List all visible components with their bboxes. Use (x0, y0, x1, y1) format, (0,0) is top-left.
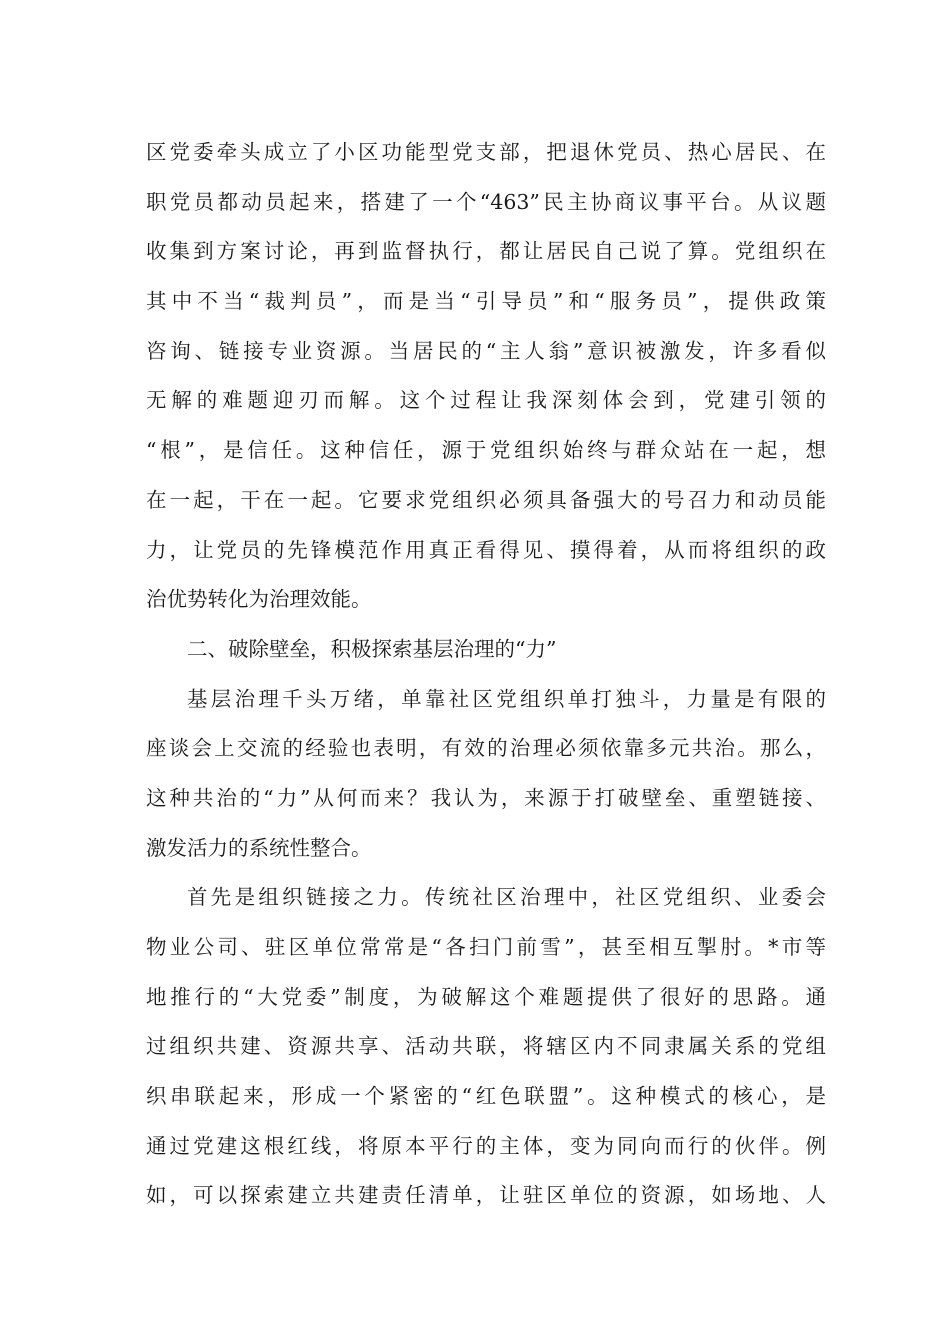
text-line-21: 通过党建这根红线，将原本平行的主体，变为同向而行的伙伴。例 (146, 1133, 826, 1158)
text-line-16: 首先是组织链接之力。传统社区治理中，社区党组织、业委会 (187, 885, 826, 910)
text-line-2: 职党员都动员起来，搭建了一个“463”民主协商议事平台。从议题 (146, 189, 826, 214)
text-line-14: 这种共治的“力”从何而来？我认为，来源于打破壁垒、重塑链接、 (146, 785, 826, 810)
text-line-20: 织串联起来，形成一个紧密的“红色联盟”。这种模式的核心，是 (146, 1084, 826, 1109)
text-line-6: 无解的难题迎刃而解。这个过程让我深刻体会到，党建引领的 (146, 388, 826, 413)
text-line-7: “根”，是信任。这种信任，源于党组织始终与群众站在一起，想 (146, 438, 826, 463)
text-line-18: 地推行的“大党委”制度，为破解这个难题提供了很好的思路。通 (146, 984, 826, 1009)
text-line-9: 力，让党员的先锋模范作用真正看得见、摸得着，从而将组织的政 (146, 537, 826, 562)
text-line-12: 基层治理千头万绪，单靠社区党组织单打独斗，力量是有限的 (187, 686, 826, 711)
document-body (146, 128, 826, 1221)
text-line-3: 收集到方案讨论，再到监督执行，都让居民自己说了算。党组织在 (146, 239, 826, 264)
text-line-1: 区党委牵头成立了小区功能型党支部，把退休党员、热心居民、在 (146, 140, 826, 164)
text-line-22: 如，可以探索建立共建责任清单，让驻区单位的资源，如场地、人 (146, 1183, 826, 1208)
text-line-13: 座谈会上交流的经验也表明，有效的治理必须依靠多元共治。那么， (146, 736, 826, 761)
section-heading: 二、破除壁垒，积极探索基层治理的“力” (187, 636, 557, 661)
text-line-5: 咨询、链接专业资源。当居民的“主人翁”意识被激发，许多看似 (146, 338, 826, 363)
text-line-15: 激发活力的系统性整合。 (146, 835, 372, 860)
text-line-17: 物业公司、驻区单位常常是“各扫门前雪”，甚至相互掣肘。*市等 (146, 935, 826, 959)
text-line-8: 在一起，干在一起。它要求党组织必须具备强大的号召力和动员能 (146, 487, 826, 512)
text-line-19: 过组织共建、资源共享、活动共联，将辖区内不同隶属关系的党组 (146, 1034, 826, 1059)
text-line-10: 治优势转化为治理效能。 (146, 587, 372, 612)
text-line-4: 其中不当“裁判员”，而是当“引导员”和“服务员”，提供政策 (146, 289, 826, 314)
